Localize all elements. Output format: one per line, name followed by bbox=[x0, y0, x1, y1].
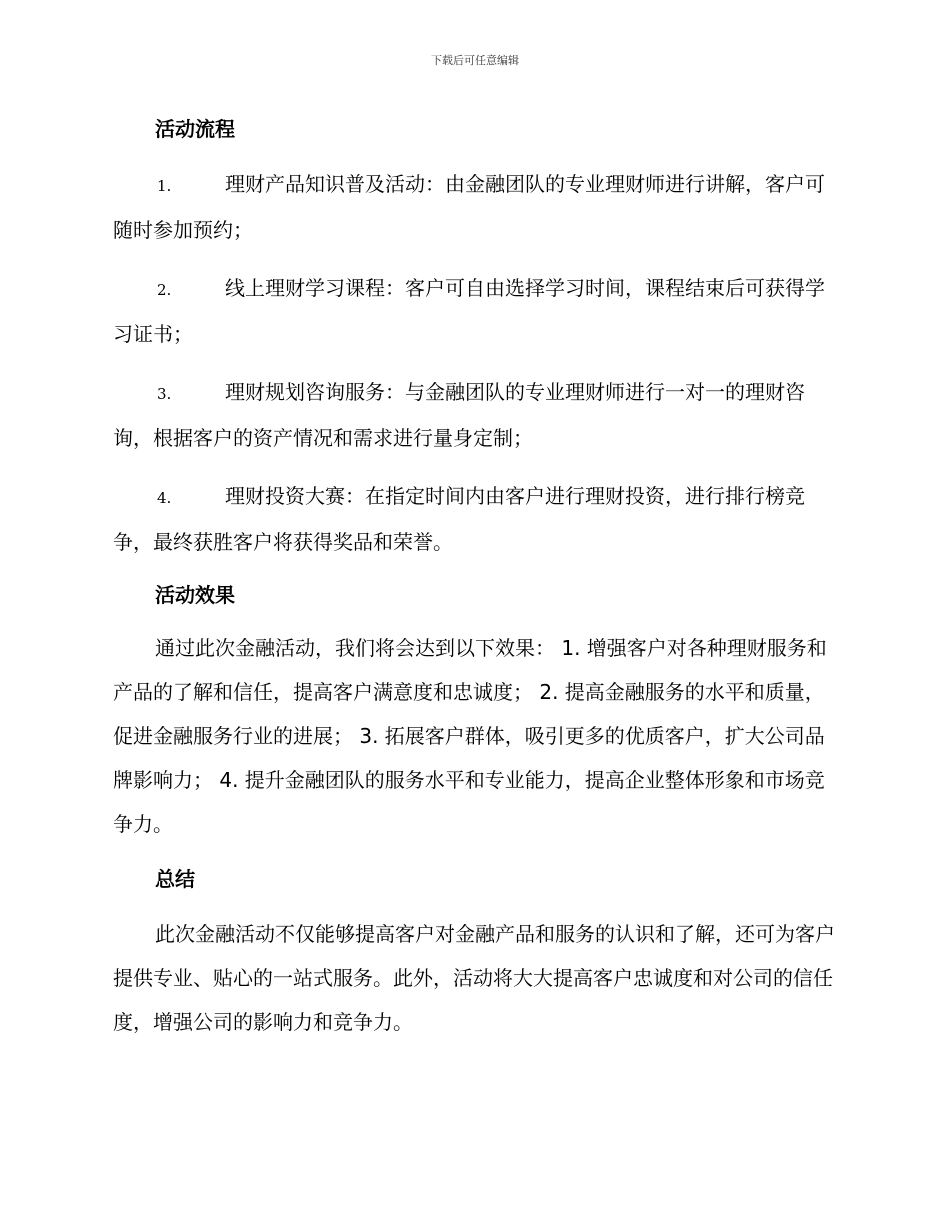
process-item-2 bbox=[113, 266, 837, 356]
section-heading-summary: 总结 bbox=[155, 867, 195, 891]
section-heading-effects: 活动效果 bbox=[155, 583, 235, 607]
item-text: 理财投资大赛：在指定时间内由客户进行理财投资，进行排行榜竞争，最终获胜客户将获得奖品和荣誉。 bbox=[113, 484, 805, 554]
item-number: 1. bbox=[157, 177, 172, 195]
item-text: 理财规划咨询服务：与金融团队的专业理财师进行一对一的理财咨询，根据客户的资产情况和需求进行量身定制； bbox=[113, 380, 805, 450]
summary-paragraph: 此次金融活动不仅能够提高客户对金融产品和服务的认识和了解，还可为客户提供专业、贴心的一站式服务。此外，活动将大大提高客户忠诚度和对公司的信任度，增强公司的影响力和竞争力。 bbox=[113, 922, 835, 1034]
item-number: 3. bbox=[157, 385, 172, 403]
page-header: 下载后可任意编辑 bbox=[431, 54, 519, 67]
item-number: 4. bbox=[157, 489, 172, 507]
item-number: 2. bbox=[157, 281, 172, 299]
process-item-1 bbox=[113, 162, 837, 252]
item-text: 线上理财学习课程：客户可自由选择学习时间，课程结束后可获得学习证书； bbox=[113, 276, 825, 346]
document-body bbox=[113, 112, 837, 1044]
section-heading-process: 活动流程 bbox=[155, 117, 235, 141]
effects-paragraph: 通过此次金融活动，我们将会达到以下效果： 1. 增强客户对各种理财服务和产品的了解和信任，提高客户满意度和忠诚度； 2. 提高金融服务的水平和质量，促进金融服务行业的进展； 3. 拓展客户群体，吸引更多的优质客户，扩大公司品牌影响力； 4. 提升金融团队的服务水平和专业能力，提高企业整体形象和市场竞争力。 bbox=[113, 636, 827, 836]
process-item-4 bbox=[113, 474, 837, 564]
process-item-3 bbox=[113, 370, 837, 460]
item-text: 理财产品知识普及活动：由金融团队的专业理财师进行讲解，客户可随时参加预约； bbox=[113, 172, 825, 242]
